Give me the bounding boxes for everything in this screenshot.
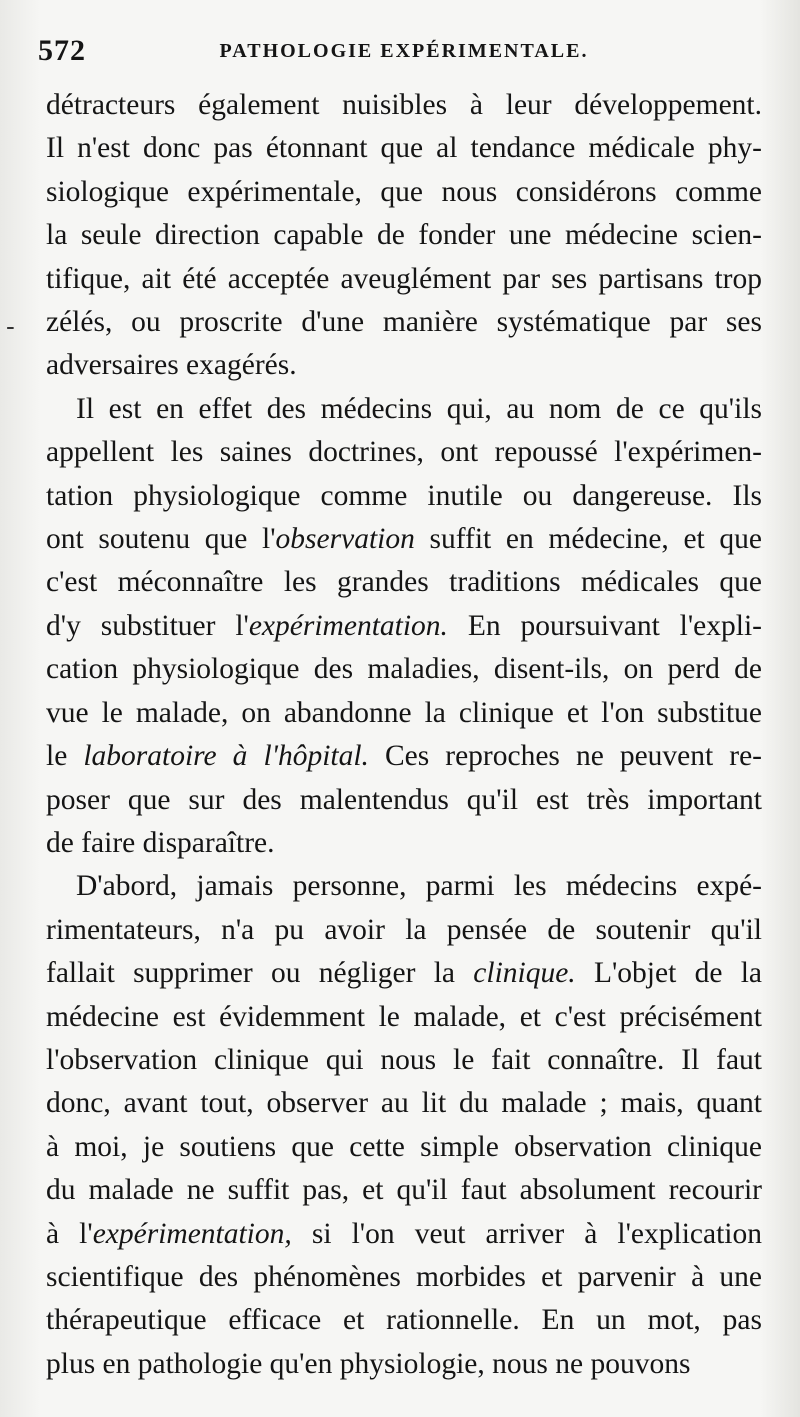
text-segment: Ces reproches ne peuvent re-	[368, 740, 762, 773]
page-number: 572	[38, 34, 86, 67]
text-line	[46, 1126, 762, 1169]
text-line	[46, 561, 762, 604]
text-segment: suffit en médecine, et que	[414, 523, 762, 556]
text-segment: vue le malade, on abandonne la clinique et l'on substitue	[46, 696, 762, 729]
text-line	[46, 431, 762, 474]
text-line	[46, 301, 762, 344]
text-line	[46, 127, 762, 170]
text-line	[46, 735, 762, 778]
text-segment: rimentateurs, n'a pu avoir la pensée de soutenir qu'il	[46, 913, 762, 946]
text-line	[46, 1039, 762, 1082]
text-line	[46, 779, 762, 822]
text-segment: tation physiologique comme inutile ou dangereuse. Ils	[46, 479, 762, 512]
text-segment: adversaires exagérés.	[46, 349, 297, 382]
text-line	[46, 1213, 762, 1256]
text-line	[46, 171, 762, 214]
text-line	[46, 258, 762, 301]
text-segment: du malade ne suffit pas, et qu'il faut absolument recourir	[46, 1174, 762, 1207]
text-segment: tifique, ait été acceptée aveuglément par ses partisans trop	[46, 262, 762, 295]
text-line	[46, 214, 762, 257]
text-segment: L'objet de la	[575, 957, 762, 990]
text-segment: siologique expérimentale, que nous considérons comme	[46, 175, 762, 208]
text-line	[46, 605, 762, 648]
text-segment: à l'	[46, 1217, 93, 1250]
text-line	[46, 1082, 762, 1125]
text-segment: c'est méconnaître les grandes traditions médicales que	[46, 566, 762, 599]
text-line	[46, 344, 762, 387]
italic-text: clinique.	[473, 957, 576, 990]
paragraph	[46, 865, 762, 1386]
text-segment: Il est en effet des médecins qui, au nom de ce qu'ils	[76, 392, 762, 425]
text-line	[46, 84, 762, 127]
text-line	[46, 822, 762, 865]
text-line	[46, 1256, 762, 1299]
text-line	[46, 475, 762, 518]
text-segment: thérapeutique efficace et rationnelle. En un mot, pas	[46, 1304, 762, 1337]
text-segment: si l'on veut arriver à l'explication	[291, 1217, 762, 1250]
text-line	[46, 1299, 762, 1342]
text-segment: Il n'est donc pas étonnant que al tendance médicale phy-	[46, 132, 762, 165]
text-segment: scientifique des phénomènes morbides et parvenir à une	[46, 1260, 762, 1293]
text-segment: de faire disparaître.	[46, 826, 275, 859]
text-line	[46, 909, 762, 952]
text-segment: l'observation clinique qui nous le fait connaître. Il faut	[46, 1043, 762, 1076]
italic-text: expérimentation.	[248, 609, 448, 642]
text-line	[46, 1343, 762, 1386]
paragraph	[46, 84, 762, 388]
text-segment: En poursuivant l'expli-	[447, 609, 762, 642]
text-segment: la seule direction capable de fonder une médecine scien-	[46, 219, 762, 252]
text-segment: fallait supprimer ou négliger la	[46, 957, 474, 990]
text-segment: plus en pathologie qu'en physiologie, nous ne pouvons	[46, 1347, 691, 1380]
text-segment: à moi, je soutiens que cette simple observation clinique	[46, 1130, 762, 1163]
text-segment: le	[46, 740, 84, 773]
text-segment: ont soutenu que l'	[46, 523, 276, 556]
text-line	[46, 996, 762, 1039]
text-segment: zélés, ou proscrite d'une manière systématique par ses	[46, 306, 762, 339]
text-segment: D'abord, jamais personne, parmi les médecins expé-	[76, 870, 762, 903]
text-line	[46, 518, 762, 561]
text-segment: médecine est évidemment le malade, et c'est précisément	[46, 1000, 762, 1033]
text-line	[46, 388, 762, 431]
text-line	[46, 952, 762, 995]
text-line	[46, 865, 762, 908]
text-line	[46, 692, 762, 735]
italic-text: laboratoire à l'hôpital.	[83, 740, 369, 773]
text-line	[46, 648, 762, 691]
text-line	[46, 1169, 762, 1212]
text-segment: poser que sur des malentendus qu'il est très important	[46, 783, 762, 816]
margin-mark: -	[6, 312, 15, 342]
text-segment: appellent les saines doctrines, ont repoussé l'expérimen-	[46, 436, 762, 469]
body-text	[46, 84, 762, 1386]
text-segment: d'y substituer l'	[46, 609, 249, 642]
running-title: PATHOLOGIE EXPÉRIMENTALE.	[219, 40, 589, 62]
page-header	[38, 32, 762, 76]
text-segment: détracteurs également nuisibles à leur développement.	[46, 89, 762, 121]
paragraph	[46, 388, 762, 865]
italic-text: expérimentation,	[92, 1217, 292, 1250]
text-segment: cation physiologique des maladies, disent-ils, on perd de	[46, 653, 762, 686]
text-segment: donc, avant tout, observer au lit du malade ; mais, quant	[46, 1087, 762, 1120]
italic-text: observation	[275, 523, 415, 556]
